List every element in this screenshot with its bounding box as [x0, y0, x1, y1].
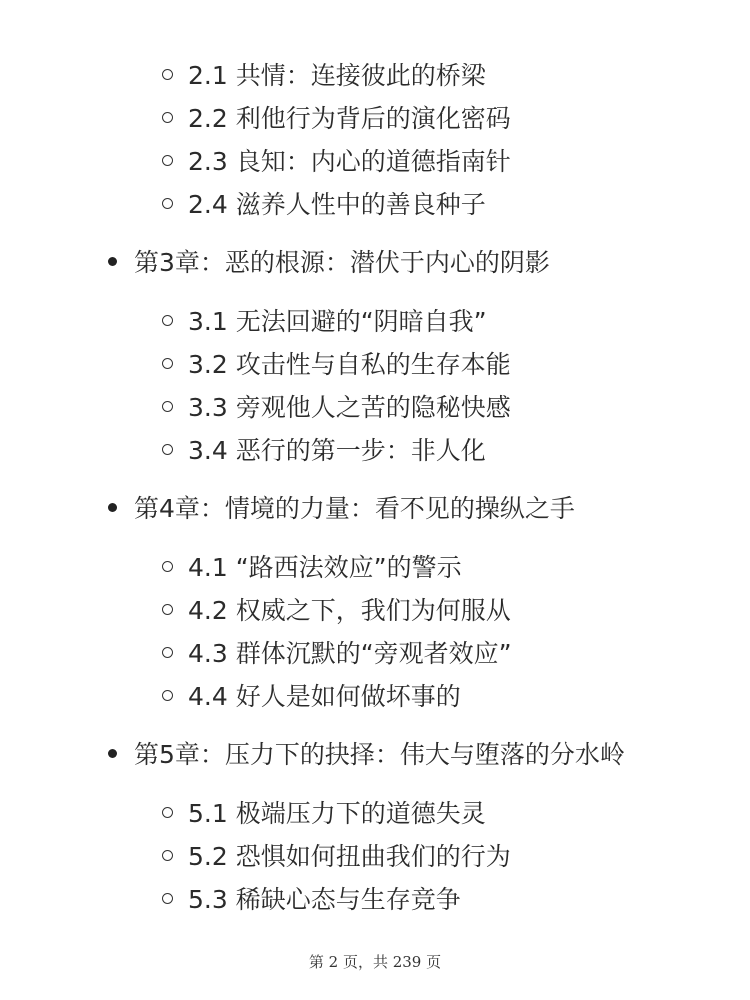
- hollow-bullet-icon: [162, 69, 173, 80]
- hollow-bullet-icon: [162, 807, 173, 818]
- toc-subsection-item: [162, 880, 461, 916]
- toc-item-text: 第5章：压力下的抉择：伟大与堕落的分水岭: [134, 740, 625, 769]
- toc-subsection-item: [162, 302, 487, 338]
- hollow-bullet-icon: [162, 561, 173, 572]
- toc-item-text: 3.2 攻击性与自私的生存本能: [188, 350, 511, 379]
- toc-item-text: 第4章：情境的力量：看不见的操纵之手: [134, 494, 575, 523]
- toc-item-text: 5.2 恐惧如何扭曲我们的行为: [188, 842, 511, 871]
- toc-subsection-item: [162, 142, 511, 178]
- toc-subsection-item: [162, 794, 486, 830]
- toc-item-text: 2.2 利他行为背后的演化密码: [188, 104, 511, 133]
- hollow-bullet-icon: [162, 850, 173, 861]
- toc-item-text: 3.1 无法回避的“阴暗自我”: [188, 307, 487, 336]
- toc-subsection-item: [162, 634, 512, 670]
- toc-subsection-item: [162, 388, 511, 424]
- toc-item-text: 4.1 “路西法效应”的警示: [188, 553, 462, 582]
- hollow-bullet-icon: [162, 155, 173, 166]
- hollow-bullet-icon: [162, 444, 173, 455]
- toc-subsection-item: [162, 185, 486, 221]
- filled-bullet-icon: [108, 749, 117, 758]
- toc-item-text: 2.4 滋养人性中的善良种子: [188, 190, 486, 219]
- toc-subsection-item: [162, 591, 511, 627]
- toc-subsection-item: [162, 431, 486, 467]
- toc-item-text: 3.4 恶行的第一步：非人化: [188, 436, 486, 465]
- hollow-bullet-icon: [162, 198, 173, 209]
- toc-item-text: 4.2 权威之下，我们为何服从: [188, 596, 511, 625]
- filled-bullet-icon: [108, 257, 117, 266]
- hollow-bullet-icon: [162, 112, 173, 123]
- toc-chapter-item: [108, 243, 550, 279]
- toc-item-text: 2.1 共情：连接彼此的桥梁: [188, 61, 486, 90]
- hollow-bullet-icon: [162, 315, 173, 326]
- toc-subsection-item: [162, 99, 511, 135]
- toc-item-text: 5.1 极端压力下的道德失灵: [188, 799, 486, 828]
- toc-subsection-item: [162, 56, 486, 92]
- toc-subsection-item: [162, 677, 461, 713]
- toc-item-text: 第3章：恶的根源：潜伏于内心的阴影: [134, 248, 550, 277]
- hollow-bullet-icon: [162, 893, 173, 904]
- toc-subsection-item: [162, 837, 511, 873]
- toc-item-text: 2.3 良知：内心的道德指南针: [188, 147, 511, 176]
- hollow-bullet-icon: [162, 647, 173, 658]
- filled-bullet-icon: [108, 503, 117, 512]
- hollow-bullet-icon: [162, 604, 173, 615]
- hollow-bullet-icon: [162, 690, 173, 701]
- hollow-bullet-icon: [162, 358, 173, 369]
- toc-subsection-item: [162, 345, 511, 381]
- toc-item-text: 5.3 稀缺心态与生存竞争: [188, 885, 461, 914]
- toc-subsection-item: [162, 548, 462, 584]
- toc-chapter-item: [108, 489, 575, 525]
- toc-item-text: 3.3 旁观他人之苦的隐秘快感: [188, 393, 511, 422]
- toc-item-text: 4.4 好人是如何做坏事的: [188, 682, 461, 711]
- toc-chapter-item: [108, 735, 625, 771]
- toc-item-text: 4.3 群体沉默的“旁观者效应”: [188, 639, 512, 668]
- hollow-bullet-icon: [162, 401, 173, 412]
- page-number-footer: 第 2 页，共 239 页: [308, 953, 442, 971]
